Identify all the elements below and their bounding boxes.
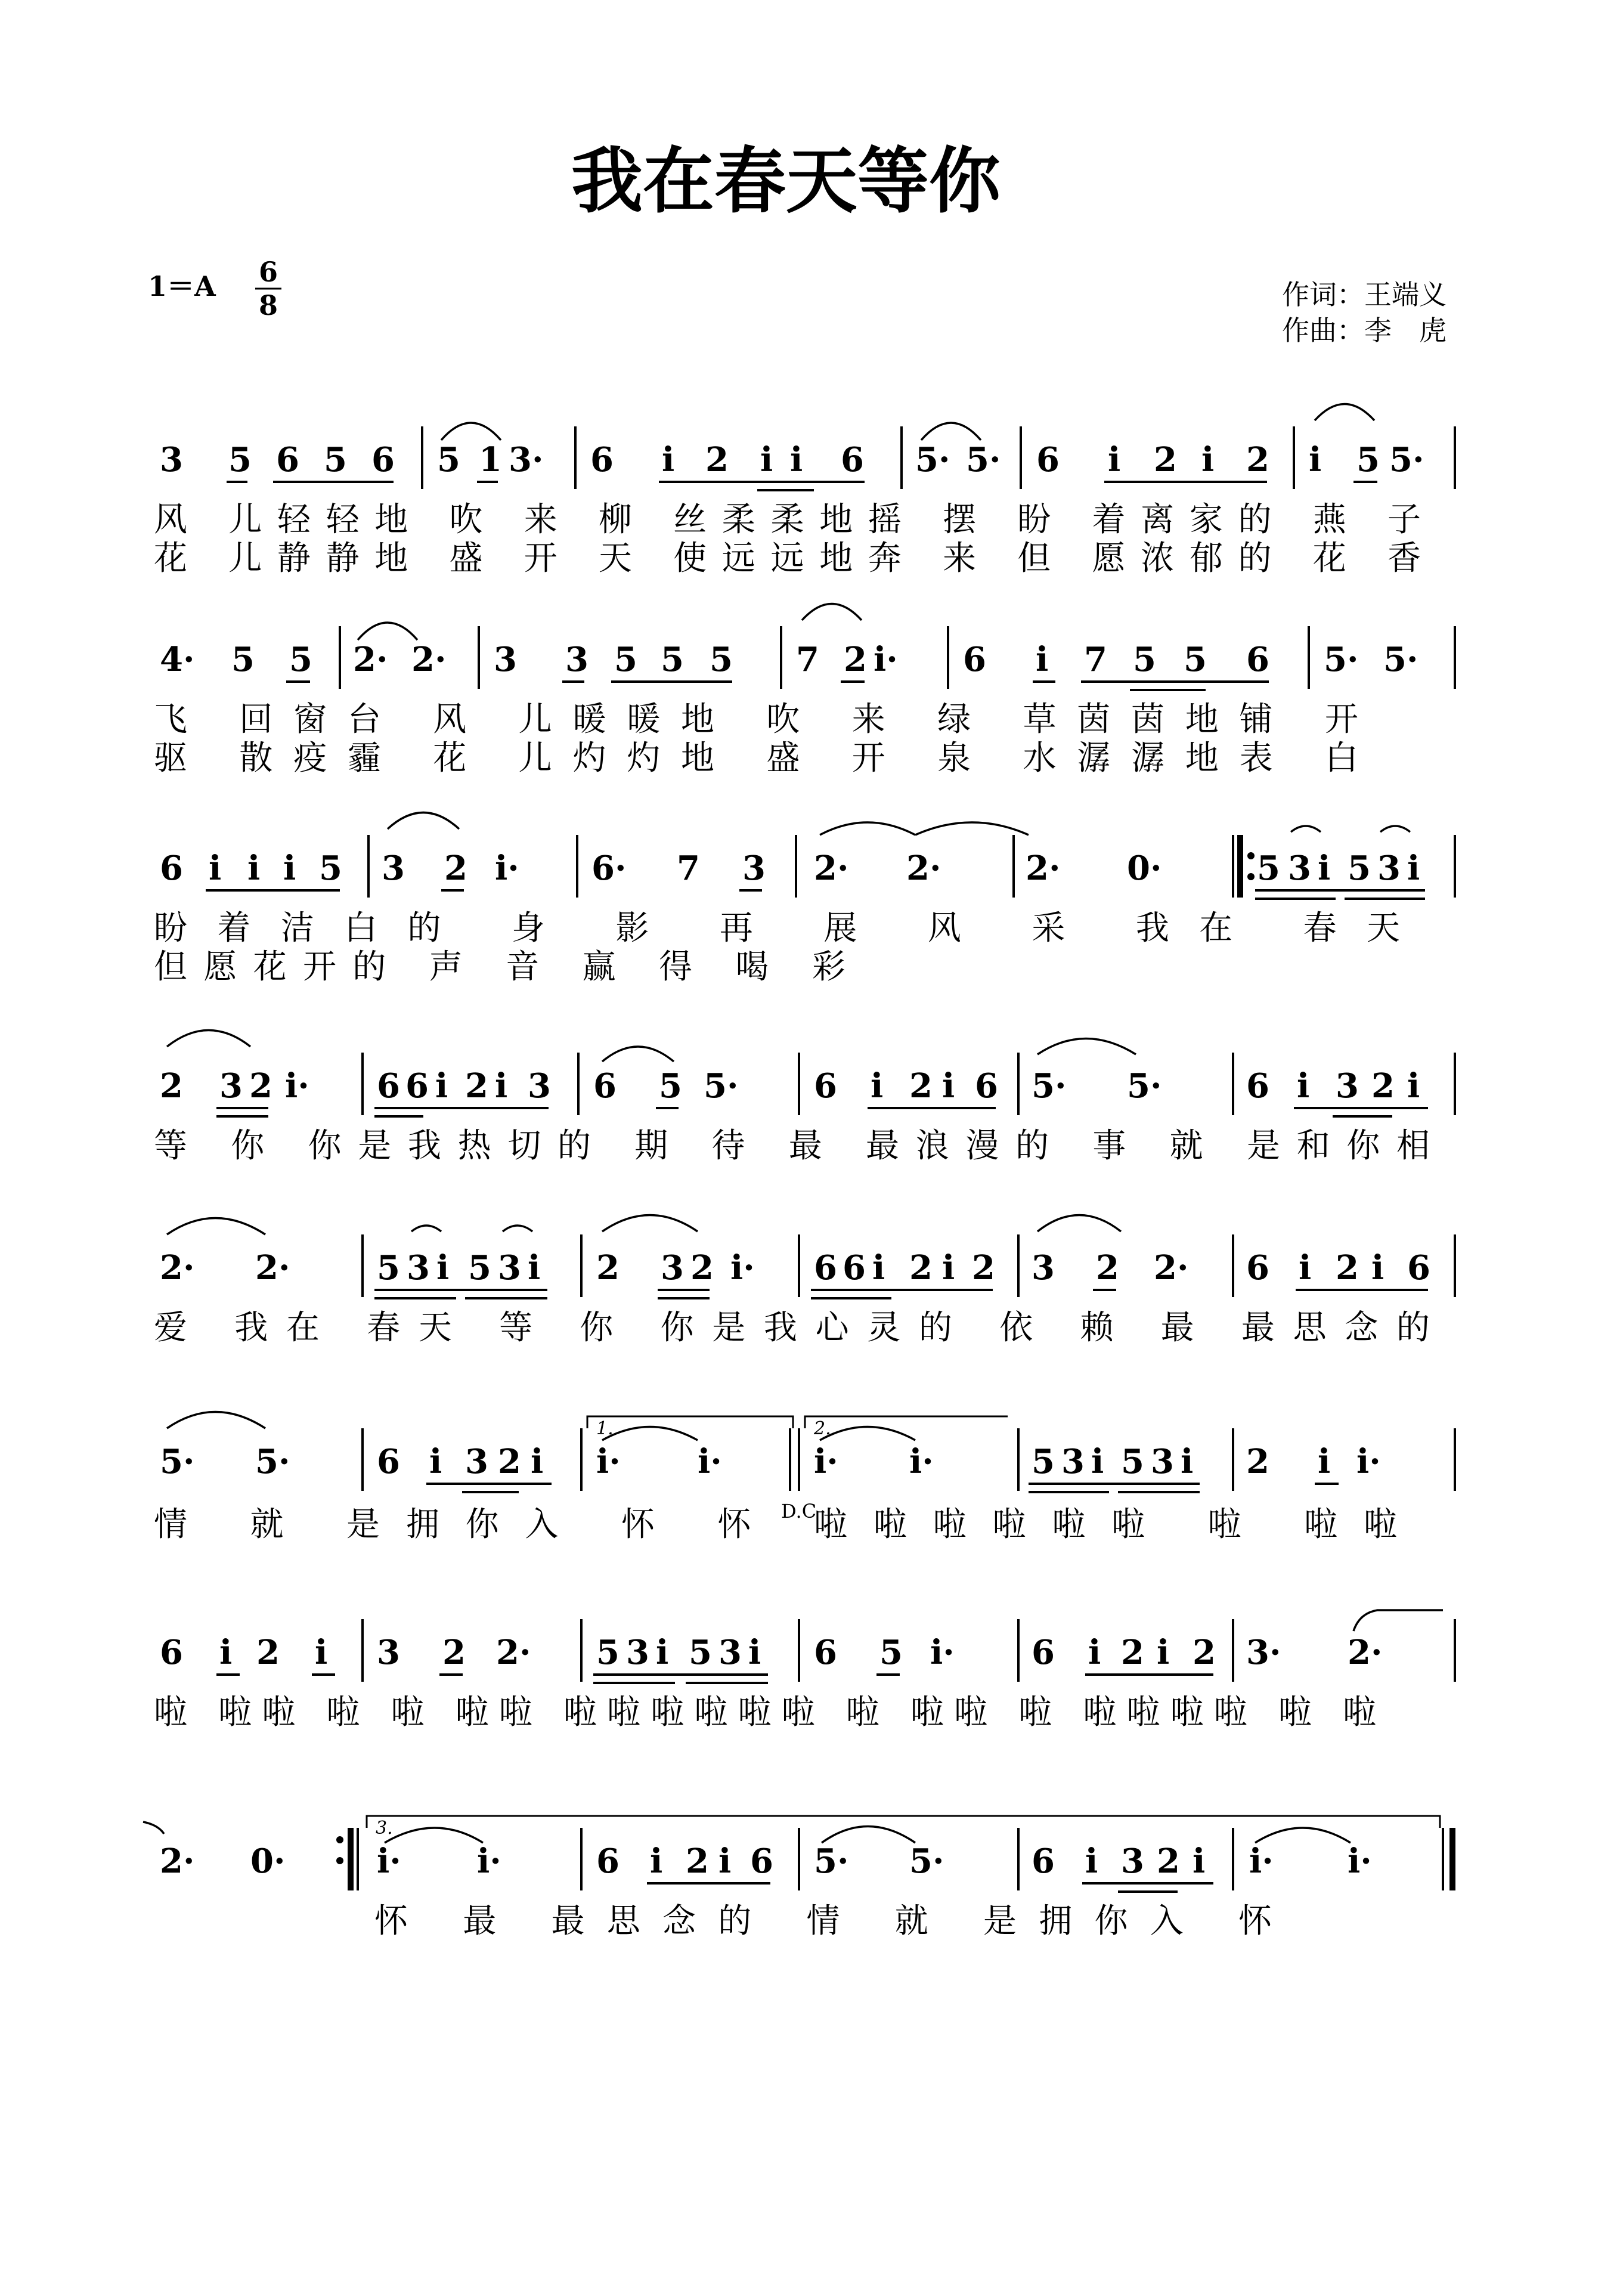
note: i: [1091, 1442, 1104, 1481]
note: 2: [596, 1248, 620, 1288]
note: 2·: [411, 640, 447, 679]
note: 3: [742, 849, 766, 888]
note: 2: [1096, 1248, 1119, 1288]
lyrics: 等 你 你是我热切的 期 待 最 最浪漫的 事 就 是和你相: [154, 1127, 1430, 1165]
note: 6: [814, 1633, 837, 1672]
time-signature-top: 6: [258, 256, 278, 288]
note: 6: [160, 1633, 183, 1672]
note: 6: [1407, 1248, 1430, 1288]
note: 2: [705, 440, 729, 479]
note: 3: [1377, 849, 1401, 888]
lyrics-verse-1: 风 儿轻轻地 吹 来 柳 丝柔柔地摇 摆 盼 着离家的 燕 子: [154, 500, 1421, 539]
note: 3: [160, 440, 183, 479]
note: 2: [1154, 440, 1177, 479]
note: 6: [593, 1066, 617, 1106]
note: 3: [219, 1066, 243, 1106]
note: 2·: [814, 849, 849, 888]
note: 3: [465, 1442, 488, 1481]
note: 0·: [1127, 849, 1162, 888]
note: 5: [377, 1248, 400, 1288]
note: i·: [477, 1842, 501, 1881]
note: i: [495, 1066, 508, 1106]
note: i: [942, 1066, 955, 1106]
note: 5: [1133, 640, 1156, 679]
note: 5·: [909, 1842, 944, 1881]
note: 3·: [509, 440, 544, 479]
note: i: [1201, 440, 1215, 479]
note: i: [872, 1248, 885, 1288]
note: 2: [1157, 1842, 1180, 1881]
note: 2: [1336, 1248, 1359, 1288]
note: 2: [844, 640, 867, 679]
note: i·: [596, 1442, 621, 1481]
note: 3: [718, 1633, 742, 1672]
lyricist-credit: 作词：王端义: [1282, 279, 1447, 311]
note: i: [790, 440, 803, 479]
note: 7: [677, 849, 700, 888]
note: 6: [750, 1842, 773, 1881]
note: 5: [1257, 849, 1280, 888]
note: i: [1371, 1248, 1384, 1288]
note: 2: [444, 849, 467, 888]
note: 5: [689, 1633, 712, 1672]
note: i·: [285, 1066, 309, 1106]
note: 5: [710, 640, 733, 679]
note: i·: [377, 1842, 401, 1881]
note: 5·: [1127, 1066, 1162, 1106]
note: i·: [698, 1442, 722, 1481]
note: 2: [160, 1066, 183, 1106]
note: 6: [814, 1248, 837, 1288]
note: i: [1407, 849, 1420, 888]
note: i: [662, 440, 675, 479]
note: 5: [1348, 849, 1371, 888]
key-signature: 1＝A: [148, 270, 216, 302]
note: 2·: [160, 1248, 195, 1288]
note: i·: [1348, 1842, 1372, 1881]
note: 2: [1246, 1442, 1269, 1481]
note: 5: [231, 640, 255, 679]
note: i: [436, 1248, 450, 1288]
note: 5·: [160, 1442, 195, 1481]
note: i: [942, 1248, 955, 1288]
score-line-1: [154, 404, 1455, 578]
note: i: [1088, 1633, 1101, 1672]
note: i: [219, 1633, 233, 1672]
note: i: [1036, 640, 1049, 679]
note: i: [531, 1442, 544, 1481]
note: i·: [1356, 1442, 1381, 1481]
composer-credit: 作曲：李 虎: [1282, 314, 1447, 346]
note: i·: [930, 1633, 955, 1672]
note: 2: [686, 1842, 709, 1881]
note: 3: [498, 1248, 521, 1288]
note: 6: [405, 1066, 429, 1106]
note: 5: [319, 849, 342, 888]
note: 5: [468, 1248, 491, 1288]
note: 2: [1193, 1633, 1216, 1672]
note: 6: [276, 440, 299, 479]
lyrics-verse-2: 驱 散疫霾 花 儿灼灼地 盛 开 泉 水潺潺地表 白: [154, 739, 1359, 778]
note: i: [429, 1442, 442, 1481]
note: 2: [249, 1066, 272, 1106]
lyrics: 情 就 是拥你入 怀 怀 啦啦啦啦啦啦 啦 啦啦: [154, 1505, 1397, 1544]
note: 2: [909, 1248, 933, 1288]
note: 5·: [966, 440, 1001, 479]
note: 2·: [1154, 1248, 1189, 1288]
lyrics-verse-2: 花 儿静静地 盛 开 天 使远远地奔 来 但 愿浓郁的 花 香: [154, 539, 1421, 578]
score-line-3: [154, 813, 1455, 987]
note: 5: [1184, 640, 1207, 679]
note: 2·: [906, 849, 941, 888]
note: i: [871, 1066, 884, 1106]
note: 5·: [704, 1066, 739, 1106]
note: 3: [528, 1066, 551, 1106]
note: 6: [590, 440, 614, 479]
note: i: [1318, 1442, 1331, 1481]
song-title: 我在春天等你: [571, 139, 1001, 223]
note: 2·: [1026, 849, 1061, 888]
note: i: [1407, 1066, 1420, 1106]
note: i·: [874, 640, 898, 679]
note: 3: [1151, 1442, 1174, 1481]
lyrics: 啦 啦啦 啦 啦 啦啦 啦啦啦啦啦啦 啦 啦啦 啦 啦啦啦啦 啦 啦: [154, 1693, 1376, 1732]
note: 2·: [1348, 1633, 1383, 1672]
note: i·: [909, 1442, 934, 1481]
note: 6: [1032, 1633, 1055, 1672]
note: 6: [377, 1442, 400, 1481]
note: 5: [289, 640, 312, 679]
note: 3: [1336, 1066, 1359, 1106]
score-line-5: [154, 1215, 1455, 1348]
note: 6: [975, 1066, 998, 1106]
note: 5: [437, 440, 460, 479]
note: 2·: [255, 1248, 290, 1288]
note: 5·: [1383, 640, 1418, 679]
note: 3: [407, 1248, 430, 1288]
note: i: [1181, 1442, 1194, 1481]
note: 5: [879, 1633, 903, 1672]
lyrics-verse-1: 盼着洁白的 身 影 再 展 风 采 我在 春天: [154, 909, 1400, 948]
note: 2·: [160, 1842, 195, 1881]
time-signature-bottom: 8: [258, 289, 278, 321]
note: 6: [843, 1248, 866, 1288]
note: 6: [160, 849, 183, 888]
note: 3: [1288, 849, 1311, 888]
score-line-4: [154, 1031, 1455, 1166]
note: i: [760, 440, 773, 479]
note: 3: [494, 640, 517, 679]
note: 5·: [1032, 1066, 1067, 1106]
note: i: [1318, 849, 1331, 888]
note: i: [209, 849, 222, 888]
note: 2: [1121, 1633, 1144, 1672]
note: 2: [690, 1248, 714, 1288]
note: i·: [814, 1442, 838, 1481]
note: 3: [626, 1633, 649, 1672]
note: 5·: [915, 440, 950, 479]
note: 5·: [255, 1442, 290, 1481]
lyrics: 怀 最 最思念的 情 就 是拥你入 怀: [374, 1902, 1272, 1941]
note: 3: [377, 1633, 400, 1672]
lyrics-verse-1: 飞 回窗台 风 儿暖暖地 吹 来 绿 草茵茵地铺 开: [154, 700, 1359, 739]
note: i: [1309, 440, 1322, 479]
note: 5: [596, 1633, 620, 1672]
note: 5: [1121, 1442, 1144, 1481]
note: 2·: [496, 1633, 531, 1672]
note: i·: [1249, 1842, 1274, 1881]
lyrics: 爱 我在 春天 等 你 你是我心灵的 依 赖 最 最思念的: [154, 1308, 1430, 1347]
note: 7: [796, 640, 819, 679]
note: 6: [1246, 1066, 1269, 1106]
score-line-6: [154, 1412, 1455, 1545]
note: 6: [963, 640, 986, 679]
note: 5·: [1324, 640, 1359, 679]
note: i: [435, 1066, 448, 1106]
score-line-2: [154, 604, 1455, 778]
note: 6: [377, 1066, 400, 1106]
score-line-7: [154, 1610, 1455, 1732]
note: 6·: [591, 849, 627, 888]
note: 3: [1121, 1842, 1144, 1881]
note: 2: [1246, 440, 1269, 479]
score-line-8: [143, 1816, 1452, 1941]
note: 3: [382, 849, 405, 888]
note: i: [1085, 1842, 1098, 1881]
volta-1-label: 1.: [596, 1418, 614, 1439]
note: i: [656, 1633, 669, 1672]
note: 6: [841, 440, 864, 479]
note: i: [247, 849, 261, 888]
note: 2: [1371, 1066, 1395, 1106]
note: 5: [661, 640, 684, 679]
note: i: [528, 1248, 541, 1288]
note: 6: [371, 440, 395, 479]
note: 6: [1036, 440, 1060, 479]
note: i: [315, 1633, 328, 1672]
note: 6: [1246, 1248, 1269, 1288]
note: i: [1299, 1248, 1312, 1288]
note: i: [718, 1842, 732, 1881]
note: 6: [814, 1066, 837, 1106]
note: 5: [324, 440, 347, 479]
note: 4·: [160, 640, 195, 679]
note: 5: [228, 440, 252, 479]
note: 7: [1084, 640, 1107, 679]
note: 3·: [1246, 1633, 1281, 1672]
note: 3: [1032, 1248, 1055, 1288]
note: 1: [479, 440, 502, 479]
note: 5: [614, 640, 637, 679]
note: 5: [659, 1066, 682, 1106]
note: 3: [661, 1248, 684, 1288]
note: 0·: [250, 1842, 286, 1881]
dc-mark: D.C: [781, 1500, 817, 1523]
note: i·: [495, 849, 519, 888]
note: 5: [1032, 1442, 1055, 1481]
note: i: [1108, 440, 1121, 479]
lyrics-verse-2: 但愿花开的 声 音 赢 得 喝 彩: [154, 948, 845, 986]
note: 2: [972, 1248, 995, 1288]
note: 6: [596, 1842, 620, 1881]
note: 2: [465, 1066, 488, 1106]
note: 5: [1356, 440, 1380, 479]
note: i: [748, 1633, 761, 1672]
note: i: [1193, 1842, 1206, 1881]
note: 3: [1061, 1442, 1085, 1481]
note: 2: [442, 1633, 466, 1672]
note: 2: [909, 1066, 933, 1106]
note: 2: [498, 1442, 521, 1481]
volta-3-label: 3.: [376, 1818, 393, 1839]
note: 6: [1032, 1842, 1055, 1881]
note: 2·: [353, 640, 388, 679]
note: 5·: [1389, 440, 1424, 479]
note: 2: [256, 1633, 280, 1672]
volta-2-label: 2.: [814, 1418, 831, 1439]
note: i·: [730, 1248, 755, 1288]
note: 5·: [814, 1842, 849, 1881]
note: i: [650, 1842, 663, 1881]
note: i: [1297, 1066, 1310, 1106]
note: 3: [565, 640, 589, 679]
note: 6: [1246, 640, 1269, 679]
note: i: [1157, 1633, 1170, 1672]
note: i: [283, 849, 296, 888]
